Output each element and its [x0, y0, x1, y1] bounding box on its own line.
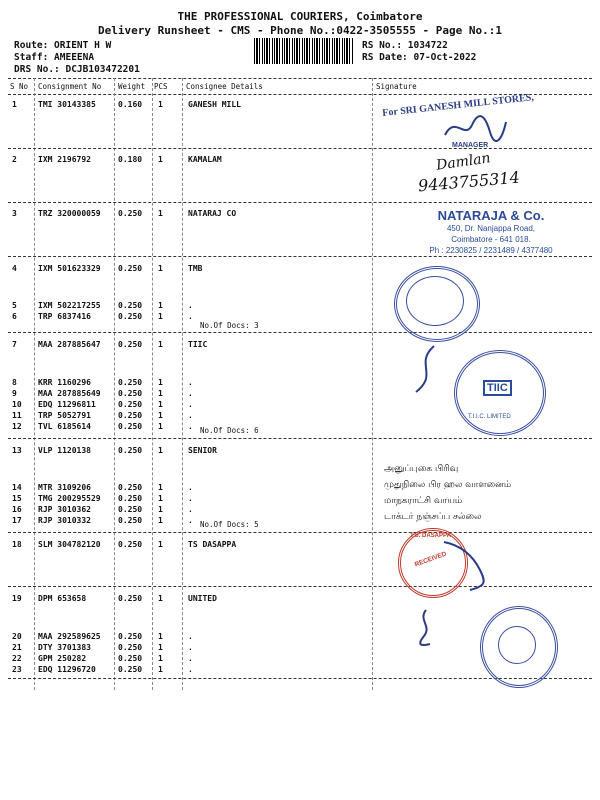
row-consignment: TMG 200295529: [38, 494, 101, 503]
row-sno: 2: [12, 155, 17, 164]
row-consignment: RJP 3010362: [38, 505, 91, 514]
row-consignment: MAA 292589625: [38, 632, 101, 641]
row-sno: 7: [12, 340, 17, 349]
row-pcs: 1: [158, 516, 163, 525]
row-consignee: .: [188, 654, 193, 663]
row-consignee: .: [188, 411, 193, 420]
row-sno: 23: [12, 665, 22, 674]
row-pcs: 1: [158, 389, 163, 398]
row-weight: 0.250: [118, 411, 143, 420]
col-header-consignee: Consignee Details: [186, 82, 263, 91]
row-weight: 0.250: [118, 483, 143, 492]
row-pcs: 1: [158, 378, 163, 387]
row-consignee: SENIOR: [188, 446, 217, 455]
row-consignment: EDQ 11296720: [38, 665, 96, 674]
row-pcs: 1: [158, 264, 163, 273]
row-consignment: TRP 6837416: [38, 312, 91, 321]
row-weight: 0.250: [118, 301, 143, 310]
row-consignment: GPM 250282: [38, 654, 87, 663]
row-sno: 5: [12, 301, 17, 310]
row-pcs: 1: [158, 632, 163, 641]
row-consignment: MTR 3109206: [38, 483, 91, 492]
row-consignment: DPM 653658: [38, 594, 87, 603]
row-sno: 16: [12, 505, 22, 514]
row-consignment: TRZ 320000059: [38, 209, 101, 218]
row-consignment: EDQ 11296811: [38, 400, 96, 409]
row-weight: 0.250: [118, 632, 143, 641]
dasappa-received: RECEIVED: [413, 550, 448, 569]
row-consignee: .: [188, 378, 193, 387]
row-weight: 0.250: [118, 654, 143, 663]
row-weight: 0.250: [118, 446, 143, 455]
row-consignee: .: [188, 505, 193, 514]
united-stamp-inner: [498, 626, 536, 664]
docs-count: No.Of Docs: 6: [200, 426, 259, 435]
row-pcs: 1: [158, 483, 163, 492]
row-pcs: 1: [158, 209, 163, 218]
row-pcs: 1: [158, 540, 163, 549]
col-divider: [372, 78, 373, 690]
ganesh-mill-stamp: For SRI GANESH MILL STORES,: [381, 92, 535, 119]
dasappa-signature: [440, 536, 494, 594]
group-separator: [8, 586, 592, 587]
row-pcs: 1: [158, 400, 163, 409]
row-consignee: TS DASAPPA: [188, 540, 237, 549]
row-sno: 22: [12, 654, 22, 663]
row-pcs: 1: [158, 301, 163, 310]
row-consignee: .: [188, 389, 193, 398]
row-sno: 10: [12, 400, 22, 409]
tamil-line-2: முதுநிலை பிர ஹல வாளனைம்: [384, 480, 512, 490]
manager-label: MANAGER: [452, 142, 489, 149]
row-weight: 0.250: [118, 422, 143, 431]
row-weight: 0.250: [118, 209, 143, 218]
row-pcs: 1: [158, 494, 163, 503]
row-sno: 1: [12, 100, 17, 109]
row-sno: 21: [12, 643, 22, 652]
barcode: [254, 38, 354, 64]
table-top-border: [8, 78, 592, 79]
row-consignee: .: [188, 483, 193, 492]
row-consignee: .: [188, 516, 193, 525]
row-pcs: 1: [158, 411, 163, 420]
row-weight: 0.250: [118, 540, 143, 549]
row-sno: 17: [12, 516, 22, 525]
row-weight: 0.250: [118, 494, 143, 503]
tmb-stamp-inner: [406, 276, 464, 326]
rs-number: RS No.: 1034722: [362, 40, 448, 51]
nataraja-address-1: 450, Dr. Nanjappa Road,: [446, 224, 536, 233]
row-consignee: GANESH MILL: [188, 100, 241, 109]
col-header-pcs: PCS: [154, 82, 168, 91]
docs-count: No.Of Docs: 5: [200, 520, 259, 529]
row-pcs: 1: [158, 505, 163, 514]
row-weight: 0.250: [118, 665, 143, 674]
row-sno: 12: [12, 422, 22, 431]
row-pcs: 1: [158, 422, 163, 431]
row-sno: 6: [12, 312, 17, 321]
row-pcs: 1: [158, 312, 163, 321]
row-sno: 15: [12, 494, 22, 503]
dasappa-ring-text: T.S. DASAPPA: [410, 533, 451, 539]
col-divider: [34, 78, 35, 690]
nataraja-name: NATARAJA & Co.: [437, 208, 545, 223]
row-sno: 11: [12, 411, 22, 420]
docs-count: No.Of Docs: 3: [200, 321, 259, 330]
group-separator: [8, 532, 592, 533]
row-weight: 0.250: [118, 400, 143, 409]
nataraja-phone: Ph : 2230825 / 2231489 / 4377480: [429, 246, 553, 255]
nataraja-address-2: Coimbatore - 641 018.: [451, 235, 531, 244]
row-weight: 0.180: [118, 155, 143, 164]
runsheet-subtitle: Delivery Runsheet - CMS - Phone No.:0422-3505555 - Page No.:1: [98, 24, 502, 37]
row-consignment: TMI 30143385: [38, 100, 96, 109]
col-divider: [182, 78, 183, 690]
row-consignee: UNITED: [188, 594, 217, 603]
row-consignee: .: [188, 643, 193, 652]
col-divider: [114, 78, 115, 690]
row-consignment: MAA 287885649: [38, 389, 101, 398]
row-pcs: 1: [158, 446, 163, 455]
row-consignee: KAMALAM: [188, 155, 222, 164]
row-consignment: DTY 3701383: [38, 643, 91, 652]
row-consignment: VLP 1120138: [38, 446, 91, 455]
group-separator: [8, 202, 592, 203]
row-sno: 9: [12, 389, 17, 398]
row-weight: 0.250: [118, 340, 143, 349]
row-consignee: .: [188, 632, 193, 641]
row-weight: 0.250: [118, 643, 143, 652]
row-weight: 0.250: [118, 389, 143, 398]
tiic-stamp-label: TIIC: [483, 380, 512, 396]
row-consignee: .: [188, 312, 193, 321]
row-sno: 18: [12, 540, 22, 549]
row-weight: 0.250: [118, 594, 143, 603]
row-weight: 0.250: [118, 312, 143, 321]
row-weight: 0.250: [118, 378, 143, 387]
row-consignment: MAA 287885647: [38, 340, 101, 349]
col-header-sno: S No: [10, 82, 29, 91]
group-separator: [8, 332, 592, 333]
corporation-stamp: [384, 461, 534, 525]
tiic-ring-text: T.I.I.C. LIMITED: [468, 414, 511, 420]
row-pcs: 1: [158, 340, 163, 349]
drs-number: DRS No.: DCJB103472201: [14, 64, 140, 75]
row-weight: 0.250: [118, 516, 143, 525]
row-weight: 0.250: [118, 505, 143, 514]
row-sno: 13: [12, 446, 22, 455]
group-separator: [8, 148, 592, 149]
rs-date: RS Date: 07-Oct-2022: [362, 52, 477, 63]
col-header-weight: Weight: [118, 82, 146, 91]
row-sno: 3: [12, 209, 17, 218]
row-sno: 8: [12, 378, 17, 387]
row-pcs: 1: [158, 665, 163, 674]
row-consignee: .: [188, 665, 193, 674]
row-weight: 0.250: [118, 264, 143, 273]
col-divider: [152, 78, 153, 690]
company-title: THE PROFESSIONAL COURIERS, Coimbatore: [177, 10, 423, 23]
tamil-line-3: மாநகராட்சி வாயம்: [384, 496, 463, 506]
row-consignee: .: [188, 400, 193, 409]
nataraja-stamp: [406, 208, 576, 260]
row-pcs: 1: [158, 155, 163, 164]
row-consignment: TVL 6185614: [38, 422, 91, 431]
tamil-line-4: டாக்டர் நஞ்சப்ப சல்லை: [384, 512, 482, 522]
row-consignment: TRP 5052791: [38, 411, 91, 420]
row-sno: 4: [12, 264, 17, 273]
row-consignee: .: [188, 301, 193, 310]
row-consignee: .: [188, 422, 193, 431]
row-pcs: 1: [158, 100, 163, 109]
col-header-signature: Signature: [376, 82, 417, 91]
route-label: Route: ORIENT H W: [14, 40, 112, 51]
row-consignment: KRR 1160296: [38, 378, 91, 387]
united-signature: [414, 606, 438, 648]
kamalam-phone: 9443755314: [417, 167, 521, 196]
row-weight: 0.160: [118, 100, 143, 109]
staff-label: Staff: AMEEENA: [14, 52, 95, 63]
row-pcs: 1: [158, 654, 163, 663]
row-sno: 20: [12, 632, 22, 641]
row-sno: 14: [12, 483, 22, 492]
tamil-line-1: அனுப்புகை பிரிவு: [384, 464, 459, 474]
tiic-signature: [404, 344, 448, 394]
group-separator: [8, 438, 592, 439]
row-pcs: 1: [158, 594, 163, 603]
row-consignment: IXM 2196792: [38, 155, 91, 164]
row-consignee: NATARAJ CO: [188, 209, 237, 218]
row-consignment: RJP 3010332: [38, 516, 91, 525]
row-sno: 19: [12, 594, 22, 603]
row-consignee: TMB: [188, 264, 203, 273]
row-consignment: IXM 502217255: [38, 301, 101, 310]
row-pcs: 1: [158, 643, 163, 652]
col-header-consignment: Consignment No: [38, 82, 102, 91]
row-consignment: IXM 501623329: [38, 264, 101, 273]
row-consignee: TIIC: [188, 340, 208, 349]
kamalam-signature: Damlan: [435, 150, 492, 174]
row-consignee: .: [188, 494, 193, 503]
row-consignment: SLM 304782120: [38, 540, 101, 549]
